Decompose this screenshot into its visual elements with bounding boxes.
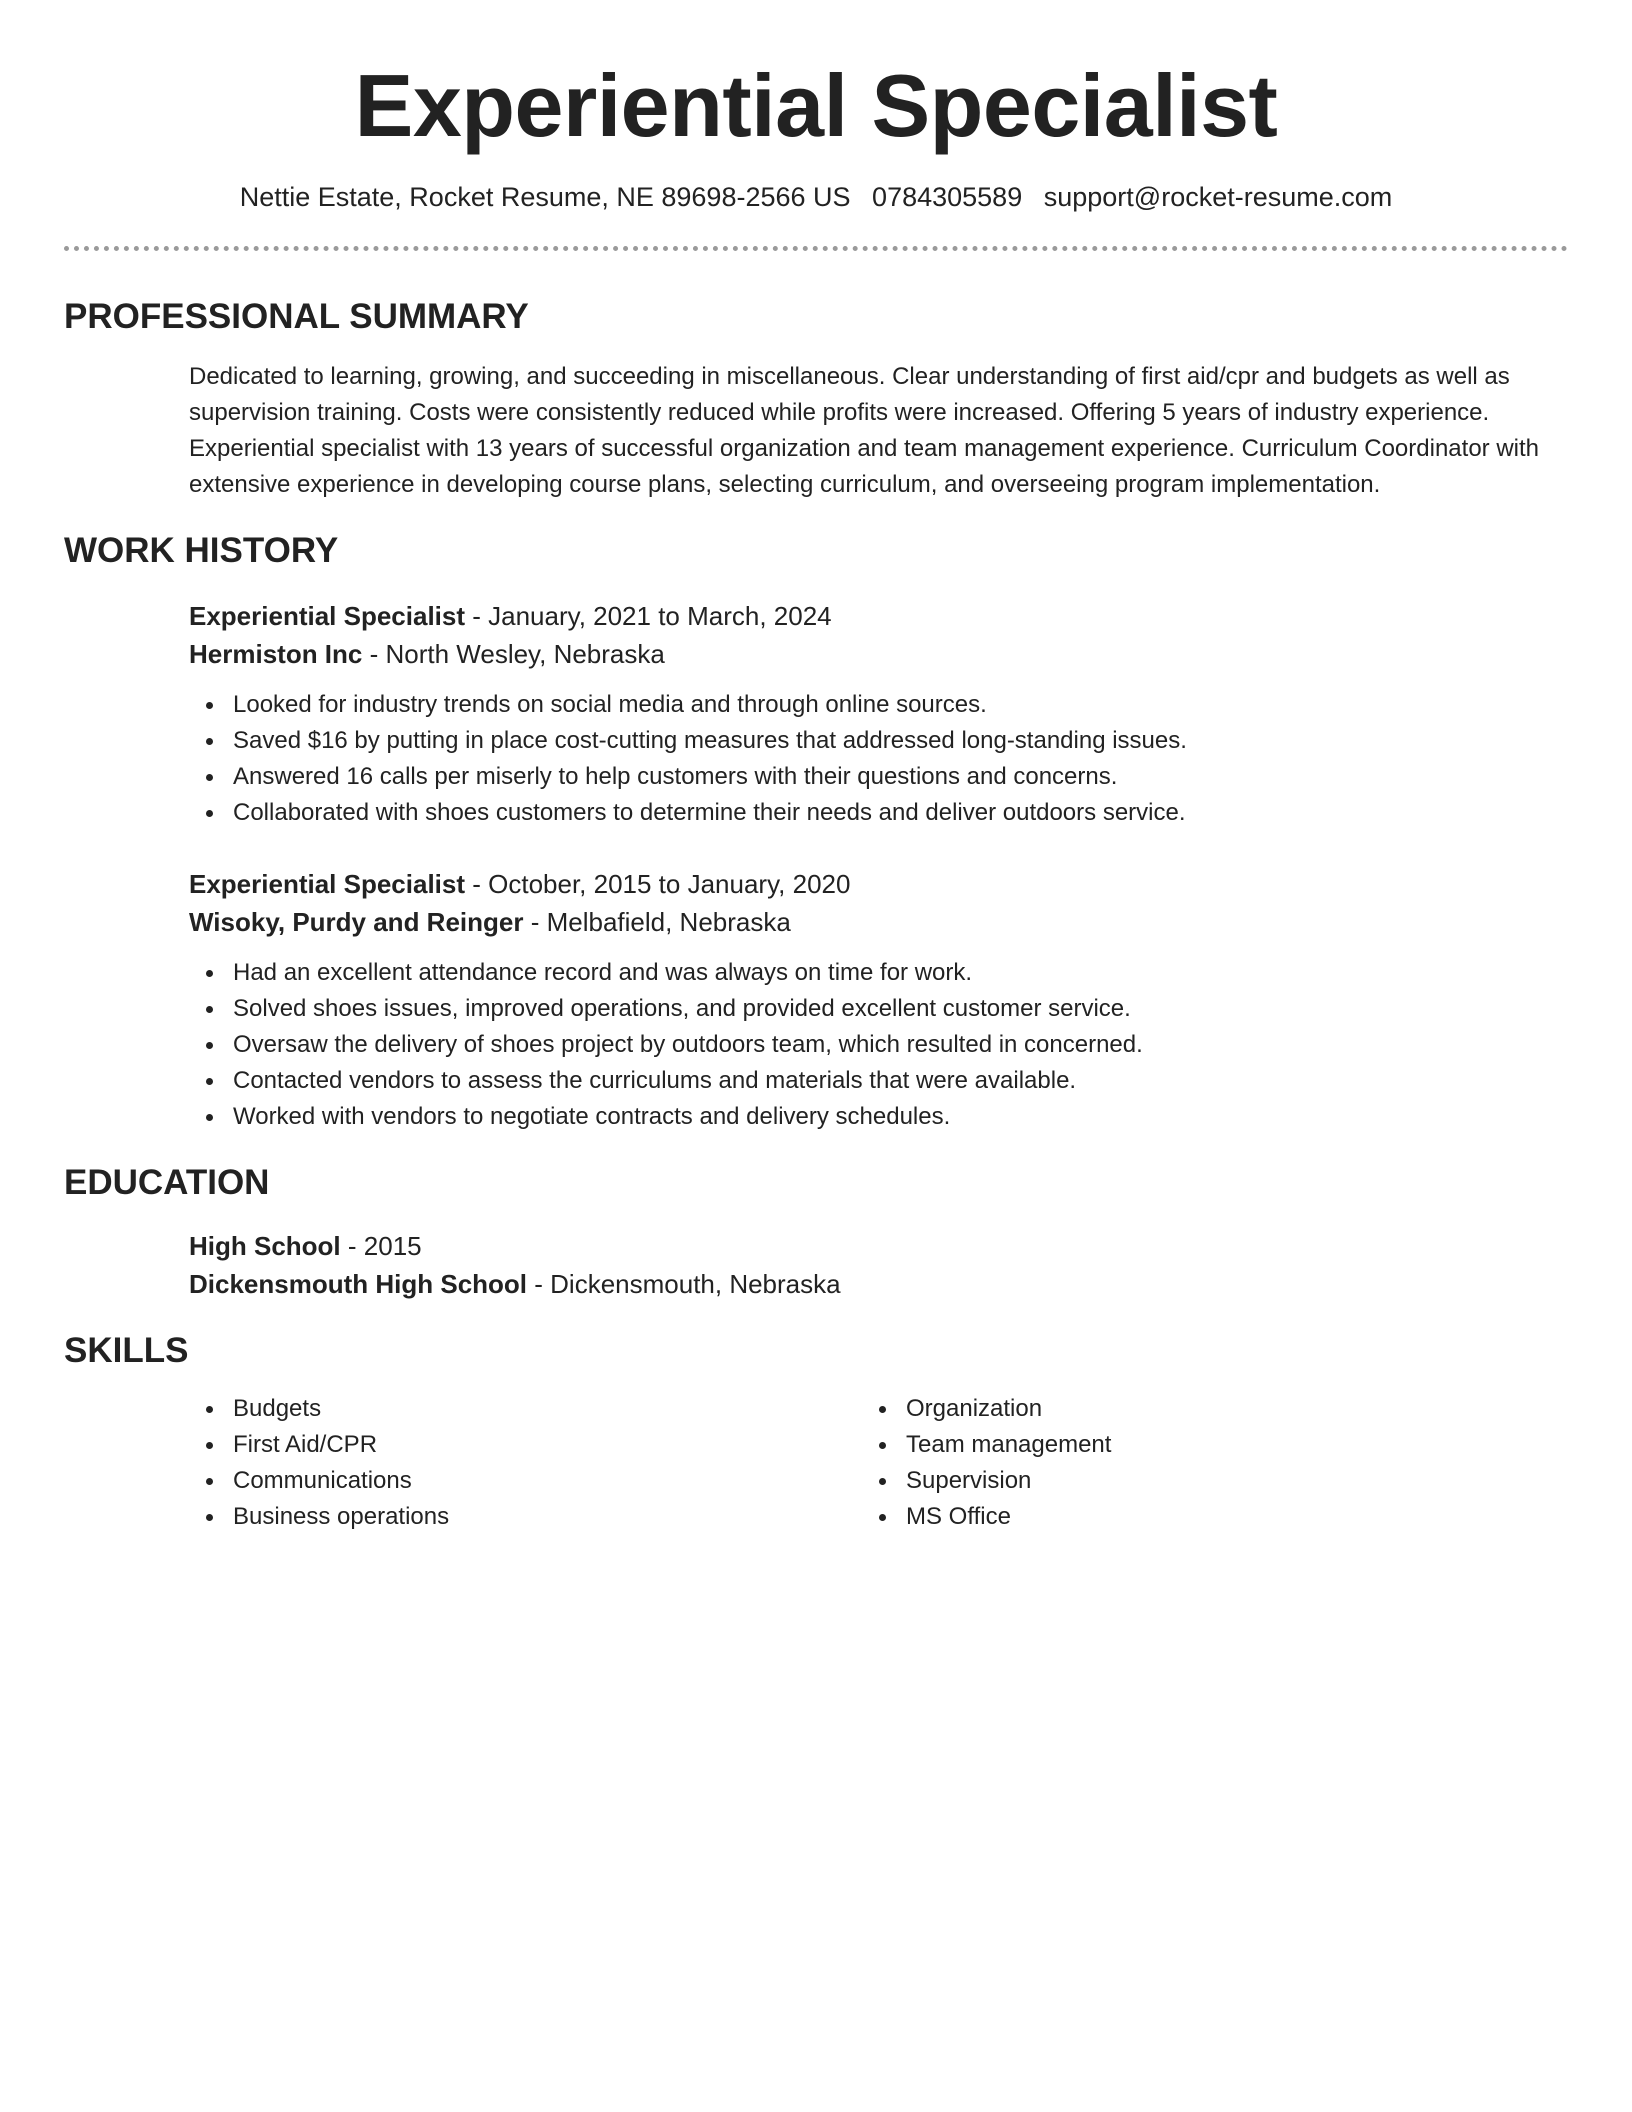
education-year: - 2015 [340, 1231, 422, 1261]
job-bullet: Worked with vendors to negotiate contracts and delivery schedules. [189, 1099, 1568, 1135]
job-bullet: Saved $16 by putting in place cost-cutting measures that addressed long-standing issues. [189, 723, 1568, 759]
job-bullet: Solved shoes issues, improved operations, and provided excellent customer service. [189, 991, 1568, 1027]
skill-item: Communications [189, 1463, 862, 1499]
job-location: - Melbafield, Nebraska [523, 907, 791, 937]
work-history-section [64, 529, 1568, 1135]
job-company-line [189, 635, 1568, 673]
skills-heading: SKILLS [64, 1331, 189, 1370]
job-bullet: Looked for industry trends on social media and through online sources. [189, 687, 1568, 723]
job-title-line [189, 865, 1568, 903]
skill-item: Budgets [189, 1391, 862, 1427]
skill-item: Organization [862, 1391, 1535, 1427]
job-company: Hermiston Inc [189, 639, 363, 669]
job-bullet: Collaborated with shoes customers to determine their needs and deliver outdoors service. [189, 795, 1568, 831]
job-bullet: Had an excellent attendance record and was always on time for work. [189, 955, 1568, 991]
job-bullet: Answered 16 calls per miserly to help customers with their questions and concerns. [189, 759, 1568, 795]
job-company: Wisoky, Purdy and Reinger [189, 907, 524, 937]
skill-item: Business operations [189, 1499, 862, 1535]
education-location: - Dickensmouth, Nebraska [527, 1269, 841, 1299]
skill-item: Supervision [862, 1463, 1535, 1499]
summary-heading: PROFESSIONAL SUMMARY [64, 297, 529, 336]
job-bullet: Contacted vendors to assess the curriculums and materials that were available. [189, 1063, 1568, 1099]
education-degree: High School [189, 1231, 341, 1261]
summary-text: Dedicated to learning, growing, and succeeding in miscellaneous. Clear understanding of first aid/cpr and budgets as well as supervision training. Costs were consistently reduced while profits were increased. Offering 5 years of industry experience. Experiential specialist with 13 years of successful organization and team management experience. Curriculum Coordinator with extensive experience in developing course plans, selecting curriculum, and overseeing program implementation. [189, 363, 1539, 498]
summary-section [64, 295, 1568, 503]
job-title-line [189, 597, 1568, 635]
skills-column-left [189, 1391, 862, 1535]
job-role: Experiential Specialist [189, 869, 466, 899]
contact-address: Nettie Estate, Rocket Resume, NE 89698-2566 US [239, 182, 851, 212]
education-school-line [189, 1265, 1568, 1303]
candidate-name: Experiential Specialist [354, 56, 1278, 155]
education-heading: EDUCATION [64, 1163, 270, 1202]
education-school: Dickensmouth High School [189, 1269, 528, 1299]
job-entry [189, 597, 1568, 831]
education-section [64, 1161, 1568, 1303]
job-bullet-list [189, 955, 1568, 1135]
job-bullet-list [189, 687, 1568, 831]
contact-phone: 0784305589 [872, 182, 1023, 212]
education-degree-line [189, 1227, 1568, 1265]
skills-column-right [862, 1391, 1535, 1535]
contact-email: support@rocket-resume.com [1043, 182, 1393, 212]
job-entry [189, 865, 1568, 1135]
skills-section [64, 1329, 1568, 1535]
header-divider [64, 246, 1568, 251]
job-location: - North Wesley, Nebraska [362, 639, 665, 669]
contact-line [64, 180, 1568, 214]
job-dates: - January, 2021 to March, 2024 [465, 601, 832, 631]
job-dates: - October, 2015 to January, 2020 [465, 869, 851, 899]
skill-item: First Aid/CPR [189, 1427, 862, 1463]
skills-grid [189, 1391, 1568, 1535]
job-role: Experiential Specialist [189, 601, 466, 631]
work-history-heading: WORK HISTORY [64, 531, 339, 570]
skill-item: MS Office [862, 1499, 1535, 1535]
job-company-line [189, 903, 1568, 941]
skill-item: Team management [862, 1427, 1535, 1463]
education-entry [189, 1227, 1568, 1303]
job-bullet: Oversaw the delivery of shoes project by outdoors team, which resulted in concerned. [189, 1027, 1568, 1063]
